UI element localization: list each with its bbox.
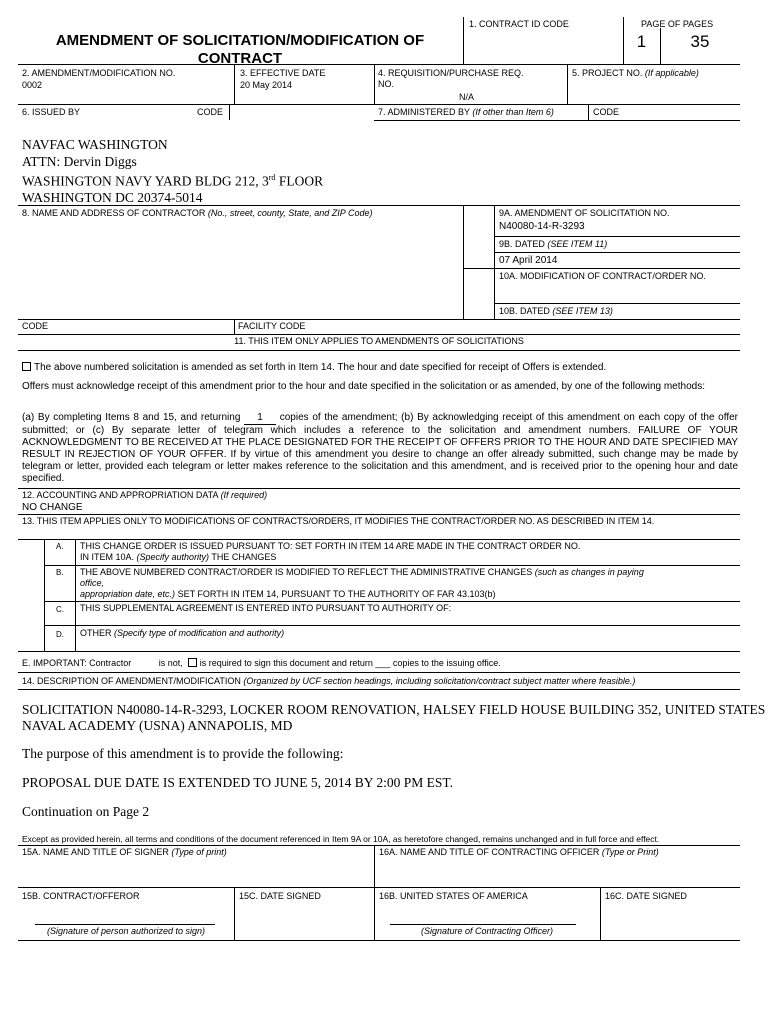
officer-date-signed-label: 16C. DATE SIGNED: [605, 891, 687, 901]
administered-by-label: 7. ADMINISTERED BY (If other than Item 6): [378, 107, 554, 117]
contract-id-label: 1. CONTRACT ID CODE: [469, 19, 569, 29]
contractor-label: 8. NAME AND ADDRESS OF CONTRACTOR (No., street, county, State, and ZIP Code): [22, 208, 373, 218]
contract-offeror-label: 15B. CONTRACT/OFFEROR: [22, 891, 140, 901]
extended-checkbox[interactable]: [22, 362, 31, 371]
effective-date-value: 20 May 2014: [240, 80, 293, 90]
administered-code-label: CODE: [593, 107, 620, 117]
item-10b-label: 10B. DATED (SEE ITEM 13): [499, 306, 613, 316]
item-9a-value: N40080-14-R-3293: [499, 221, 585, 232]
form-title: AMENDMENT OF SOLICITATION/MODIFICATION OF CONTRACT: [55, 32, 425, 67]
contractor-signature-caption: (Signature of person authorized to sign): [46, 926, 206, 936]
usa-label: 16B. UNITED STATES OF AMERICA: [379, 891, 528, 901]
item-13a-letter: A.: [56, 542, 64, 551]
project-no-label: 5. PROJECT NO. (If applicable): [572, 68, 699, 78]
page-of-pages-label: PAGE OF PAGES: [641, 19, 714, 29]
officer-name-label: 16A. NAME AND TITLE OF CONTRACTING OFFICER (Type or Print): [379, 847, 659, 857]
description-purpose: The purpose of this amendment is to provide the following:: [22, 746, 344, 761]
description-continuation: Continuation on Page 2: [22, 804, 150, 819]
item-11-methods: (a) By completing Items 8 and 15, and returning 1 copies of the amendment; (b) By acknowledging receipt of this amendment on each copy of the offer submitted; or (c) By separate letter of telegram which includes a reference to the solicitation and amendment numbers. FAILURE OF YOUR ACKNOWLEDGMENT TO BE RECEIVED AT THE PLACE DESIGNATED FOR THE RECEIPT OF OFFERS PRIOR TO THE HOUR AND DATE SPECIFIED MAY RESULT IN REJECTION OF YOUR OFFER. If by virtue of this amendment you desire to change an offer already submitted, such change may be made by telegram or letter, provided each telegram or letter makes reference to the solicitation and this amendment, and is received prior to the opening hour and date specified.: [22, 412, 739, 484]
item-11-ack: Offers must acknowledge receipt of this amendment prior to the hour and date specified in the solicitation or as amended, by one of the following methods:: [22, 381, 705, 392]
item-13b-text: THE ABOVE NUMBERED CONTRACT/ORDER IS MODIFIED TO REFLECT THE ADMINISTRATIVE CHANGES (such as changes in paying office, appropriation date, etc.) SET FORTH IN ITEM 14, PURSUANT TO THE AUTHORITY OF FAR 43.103(b): [80, 567, 644, 599]
issuer-line-2: ATTN: Dervin Diggs: [22, 153, 137, 169]
contractor-date-signed-label: 15C. DATE SIGNED: [239, 891, 321, 901]
item-11-heading: 11. THIS ITEM ONLY APPLIES TO AMENDMENTS OF SOLICITATIONS: [234, 336, 524, 346]
issuer-address: [22, 137, 323, 207]
item-13a-text: THIS CHANGE ORDER IS ISSUED PURSUANT TO: SET FORTH IN ITEM 14 ARE MADE IN THE CONTRACT ORDER NO. IN ITEM 10A. (Specify authority) THE CHANGES: [80, 541, 581, 562]
officer-signature-line[interactable]: [390, 924, 576, 925]
requisition-label: 4. REQUISITION/PURCHASE REQ. NO.: [378, 68, 524, 89]
item-13-heading: 13. THIS ITEM APPLIES ONLY TO MODIFICATIONS OF CONTRACTS/ORDERS, IT MODIFIES THE CONTRACT/ORDER NO. AS DESCRIBED IN ITEM 14.: [22, 516, 655, 526]
item-10a-label: 10A. MODIFICATION OF CONTRACT/ORDER NO.: [499, 271, 706, 281]
item-13c-text: THIS SUPPLEMENTAL AGREEMENT IS ENTERED INTO PURSUANT TO AUTHORITY OF:: [80, 603, 452, 613]
important-line: E. IMPORTANT: Contractor is not, is required to sign this document and return ___ copies to the issuing office.: [22, 658, 501, 668]
contractor-signature-line[interactable]: [35, 924, 215, 925]
effective-date-label: 3. EFFECTIVE DATE: [240, 68, 326, 78]
copies-count: 1: [244, 412, 276, 425]
issued-by-label: 6. ISSUED BY: [22, 107, 81, 117]
amendment-no-value: 0002: [22, 80, 43, 90]
item-9b-value: 07 April 2014: [499, 255, 558, 266]
page-total: 35: [690, 32, 710, 51]
except-text: Except as provided herein, all terms and conditions of the document referenced in Item 9A or 10A, as heretofore changed, remains unchanged and in full force and effect.: [22, 834, 660, 844]
item-11-extended: The above numbered solicitation is amended as set forth in Item 14. The hour and date specified for receipt of Offers is extended.: [22, 362, 606, 374]
signer-name-label: 15A. NAME AND TITLE OF SIGNER (Type of print): [22, 847, 227, 857]
item-12-value: NO CHANGE: [22, 502, 83, 513]
issued-by-code-label: CODE: [197, 107, 224, 117]
item-13c-letter: C.: [56, 605, 64, 614]
item-13b-letter: B.: [56, 568, 64, 577]
issuer-line-3: WASHINGTON NAVY YARD BLDG 212, 3rd FLOOR: [22, 173, 324, 189]
facility-code-label: FACILITY CODE: [238, 321, 306, 331]
amendment-no-label: 2. AMENDMENT/MODIFICATION NO.: [22, 68, 176, 78]
contractor-code-label: CODE: [22, 321, 49, 331]
item-12-label: 12. ACCOUNTING AND APPROPRIATION DATA (If required): [22, 490, 268, 500]
issuer-line-4: WASHINGTON DC 20374-5014: [22, 190, 203, 205]
requisition-value: N/A: [459, 92, 475, 102]
item-13d-text: OTHER (Specify type of modification and authority): [80, 628, 285, 638]
officer-signature-caption: (Signature of Contracting Officer): [420, 926, 554, 936]
item-9a-label: 9A. AMENDMENT OF SOLICITATION NO.: [499, 208, 670, 218]
is-required-checkbox[interactable]: [188, 658, 197, 667]
item-9b-label: 9B. DATED (SEE ITEM 11): [499, 239, 608, 249]
description-due-date: PROPOSAL DUE DATE IS EXTENDED TO JUNE 5, 2014 BY 2:00 PM EST.: [22, 775, 454, 790]
description-solicitation: SOLICITATION N40080-14-R-3293, LOCKER ROOM RENOVATION, HALSEY FIELD HOUSE BUILDING 352, UNITED STATES NAVAL ACADEMY (USNA) ANNAPOLIS, MD: [22, 702, 766, 733]
page-number: 1: [636, 32, 647, 51]
item-14-label: 14. DESCRIPTION OF AMENDMENT/MODIFICATION (Organized by UCF section headings, including solicitation/contract subject matter where feasible.): [22, 676, 636, 686]
issuer-line-1: NAVFAC WASHINGTON: [22, 137, 168, 152]
item-13d-letter: D.: [56, 630, 64, 639]
